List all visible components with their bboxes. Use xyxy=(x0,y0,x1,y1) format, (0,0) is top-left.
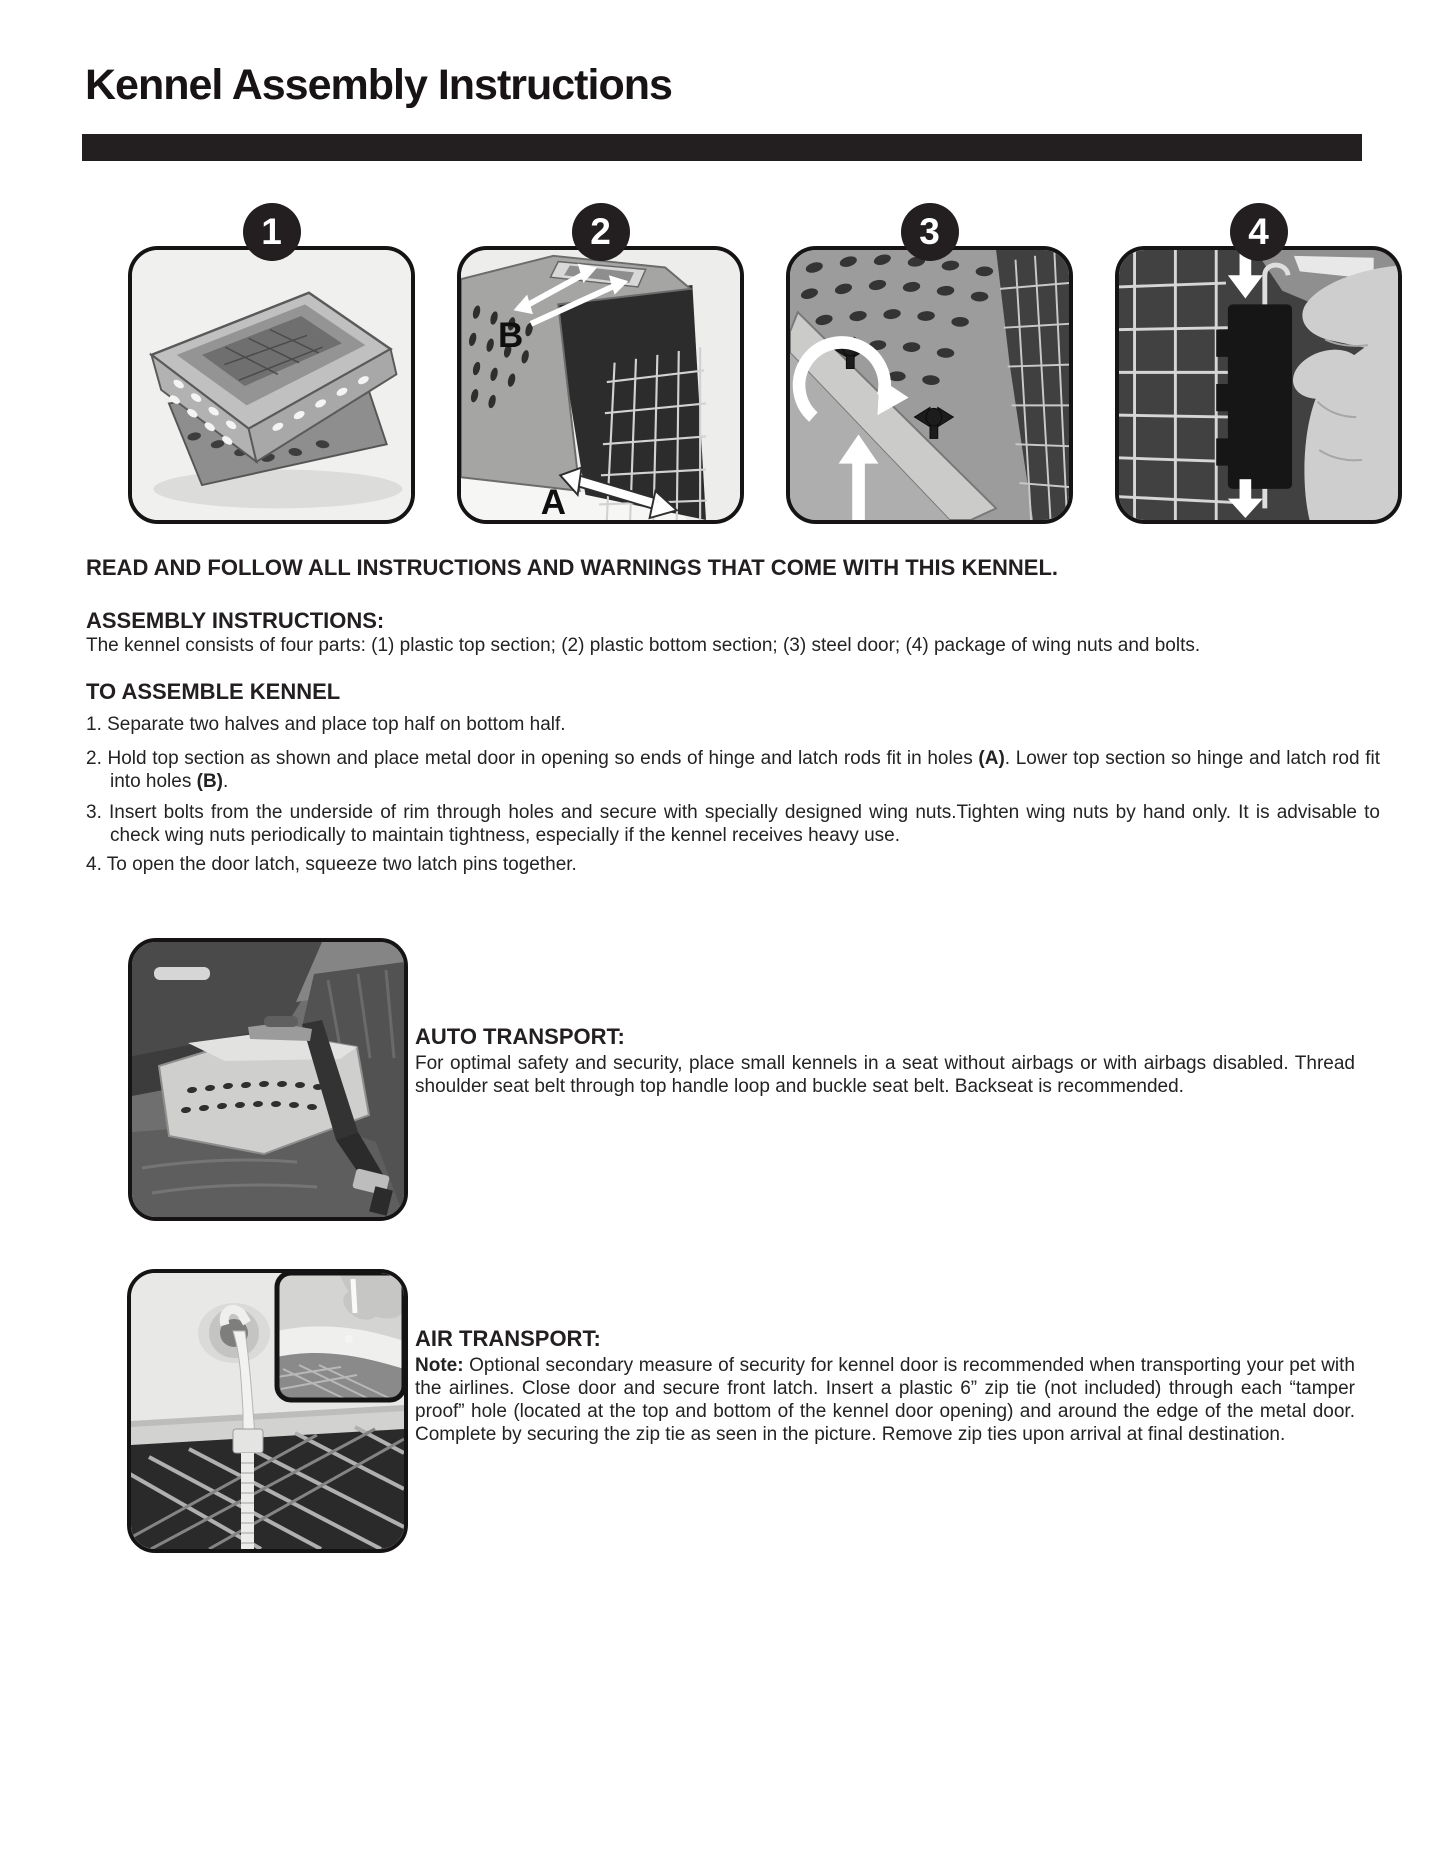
air-transport-note-label: Note: xyxy=(415,1355,464,1376)
step-2-text: . Lower top section so hinge and latch rod fit into holes xyxy=(110,748,1380,792)
warning-text: READ AND FOLLOW ALL INSTRUCTIONS AND WARNINGS THAT COME WITH THIS KENNEL. xyxy=(86,555,1059,580)
step-photo-3 xyxy=(786,246,1073,524)
step-1: 1. Separate two halves and place top half on bottom half. xyxy=(86,714,566,735)
air-transport-note-text: Optional secondary measure of security for kennel door is recommended when transporting your pet with the airlines. Close door and secure front latch. Insert a plastic 6” zip tie (not included) through each “tamper proof” hole (located at the top and bottom of the kennel door opening) and around the edge of the metal door. Complete by securing the zip tie as seen in the picture. Remove zip ties upon arrival at final destination. xyxy=(415,1355,1355,1445)
step-photo-2-figure xyxy=(457,211,744,524)
step-1-badge: 1 xyxy=(243,203,301,261)
door-placement-photo xyxy=(461,250,740,520)
step-3: 3. Insert bolts from the underside of rim through holes and secure with specially designed wing nuts.Tighten wing nuts by hand only. It is advisable to check wing nuts periodically to maintain tightness, especially if the kennel receives heavy use. xyxy=(86,802,1380,846)
air-transport-body xyxy=(415,1354,1355,1446)
auto-transport-photo xyxy=(128,938,408,1221)
kennel-handle xyxy=(264,1016,298,1027)
step-3-badge: 3 xyxy=(901,203,959,261)
step-photo-1 xyxy=(128,246,415,524)
page-title: Kennel Assembly Instructions xyxy=(85,61,672,109)
kennel-in-car-photo xyxy=(132,942,404,1217)
step-2-text: . xyxy=(223,771,229,792)
wing-nut-photo xyxy=(790,250,1069,520)
kennel-halves-photo xyxy=(132,250,411,520)
step-photo-3-figure xyxy=(786,211,1073,524)
step-photo-1-figure xyxy=(128,211,415,524)
step-2-badge: 2 xyxy=(572,203,630,261)
air-transport-inset-photo xyxy=(277,1273,404,1400)
assembly-heading: ASSEMBLY INSTRUCTIONS: xyxy=(86,608,385,633)
step-photo-4-figure xyxy=(1115,211,1402,524)
air-transport-photo xyxy=(127,1269,408,1553)
air-transport-heading: AIR TRANSPORT: xyxy=(415,1326,601,1351)
car-door-handle xyxy=(154,967,210,980)
step-4-badge: 4 xyxy=(1230,203,1288,261)
label-b: B xyxy=(497,316,524,356)
label-a: A xyxy=(540,483,566,520)
auto-transport-body: For optimal safety and security, place small kennels in a seat without airbags or with airbags disabled. Thread shoulder seat belt through top handle loop and buckle seat belt. Backseat is recommended. xyxy=(415,1053,1355,1097)
step-2-hole-b: (B) xyxy=(196,771,224,792)
step-4: 4. To open the door latch, squeeze two latch pins together. xyxy=(86,854,577,875)
zip-tie-photo xyxy=(131,1273,404,1549)
step-photo-2 xyxy=(457,246,744,524)
auto-transport-heading: AUTO TRANSPORT: xyxy=(415,1024,625,1049)
to-assemble-heading: TO ASSEMBLE KENNEL xyxy=(86,679,341,704)
step-2-text: 2. Hold top section as shown and place metal door in opening so ends of hinge and latch rods fit in holes xyxy=(86,748,979,769)
title-rule xyxy=(82,134,1362,161)
step-2-hole-a: (A) xyxy=(978,748,1005,769)
latch-squeeze-photo xyxy=(1119,250,1398,520)
step-2 xyxy=(86,747,1380,793)
assembly-body: The kennel consists of four parts: (1) plastic top section; (2) plastic bottom section; (3) steel door; (4) package of wing nuts and bolts. xyxy=(86,635,1201,656)
step-photo-4 xyxy=(1115,246,1402,524)
latch-housing xyxy=(1216,304,1292,489)
